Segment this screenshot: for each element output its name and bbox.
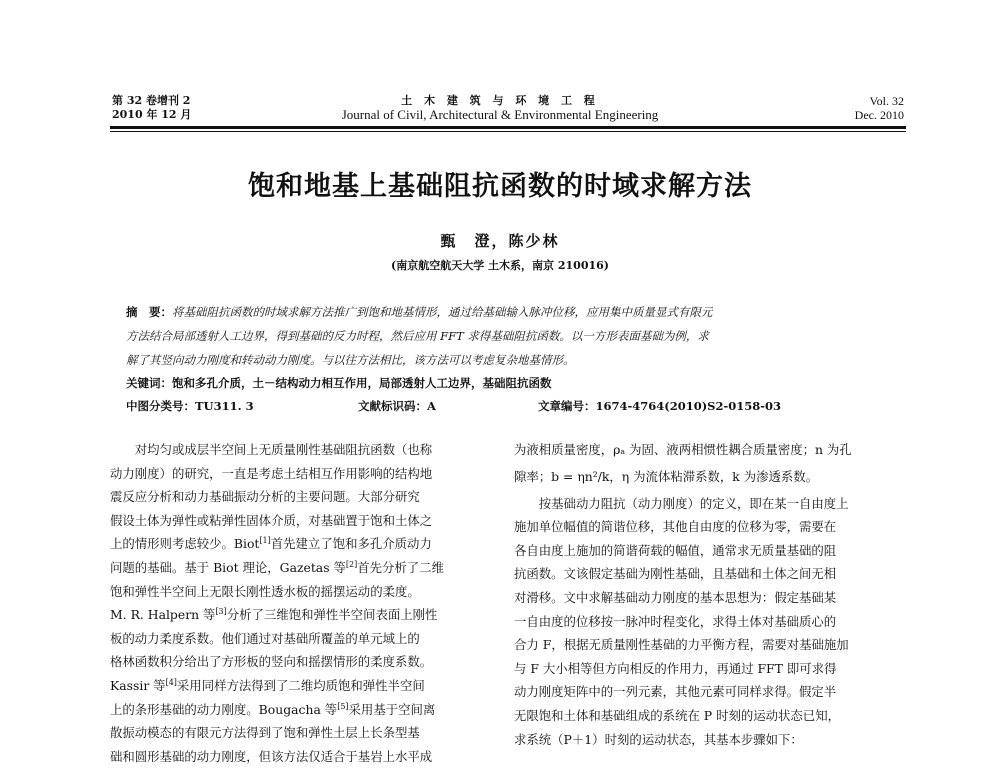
body-column-left	[110, 438, 494, 768]
clc-number: 中图分类号：TU311. 3	[126, 399, 254, 413]
author-affiliation: (南京航空航天大学 土木系，南京 210016)	[391, 259, 609, 272]
volume-date: Dec. 2010	[854, 108, 904, 122]
citation-ref: [4]	[165, 677, 177, 687]
abstract	[126, 300, 886, 372]
body-line: 散振动模态的有限元方法得到了饱和弹性土层上长条型基	[110, 725, 420, 741]
volume-info	[855, 94, 904, 122]
citation-ref: [3]	[215, 607, 227, 617]
body-line: 础和圆形基础的动力刚度，但该方法仅适合于基岩上水平成	[110, 748, 433, 764]
body-text: 采用同样方法得到了二维均质饱和弹性半空间	[176, 677, 425, 693]
paper-authors: 甄 澄，陈少林	[440, 232, 560, 250]
issue-info	[112, 94, 191, 122]
citation-ref: [2]	[345, 559, 358, 569]
citation-ref: [5]	[337, 701, 349, 711]
abstract-line: 解了其竖向动力刚度和转动动力刚度。与以往方法相比，该方法可以考虑复杂地基情形。	[126, 353, 575, 367]
body-line: 各自由度上施加的简谐荷载的幅值，通常求无质量基础的阻	[514, 542, 837, 558]
document-code: 文献标识码：A	[358, 399, 436, 413]
body-line	[110, 532, 494, 556]
body-line: 与 F 大小相等但方向相反的作用力，再通过 FFT 即可求得	[514, 660, 837, 676]
abstract-label: 摘 要：	[126, 305, 172, 319]
body-line: 按基础动力阻抗（动力刚度）的定义，即在某一自由度上	[538, 495, 849, 511]
journal-name	[300, 94, 700, 122]
body-line: 对均匀或成层半空间上无质量刚性基础阻抗函数（也称	[134, 442, 433, 457]
body-text: 采用基于空间离	[348, 701, 436, 717]
citation-ref: [1]	[259, 536, 271, 546]
body-column-right	[514, 438, 898, 751]
body-line: 饱和弹性半空间上无限长刚性透水板的摇摆运动的柔度。	[110, 583, 420, 599]
keywords-label: 关键词：	[126, 376, 172, 390]
volume-number: Vol. 32	[869, 94, 904, 108]
body-line	[110, 556, 494, 580]
body-text: Kassir 等	[110, 677, 166, 693]
body-text: 上的条形基础的动力刚度。Bougacha 等	[110, 701, 338, 717]
body-text: 首先建立了饱和多孔介质动力	[270, 536, 432, 552]
body-text: 上的情形则考虑较少。Biot	[110, 536, 260, 552]
body-line: 动力刚度矩阵中的一列元素，其他元素可同样求得。假定半	[514, 684, 837, 700]
body-text: M. R. Halpern 等	[110, 607, 216, 623]
abstract-line: 方法结合局部透射人工边界，得到基础的反力时程，然后应用 FFT 求得基础阻抗函数。以一方形表面基础为例，求	[126, 329, 709, 343]
issue-number: 第 32 卷增刊 2	[112, 94, 191, 107]
body-line: 合力 F，根据无质量刚性基础的力平衡方程，需要对基础施加	[514, 637, 849, 653]
keywords	[126, 373, 886, 393]
body-line: 震反应分析和动力基础振动分析的主要问题。大部分研究	[110, 489, 420, 505]
body-line: 施加单位幅值的简谐位移，其他自由度的位移为零，需要在	[514, 519, 837, 535]
body-line: 动力刚度）的研究，一直是考虑土结相互作用影响的结构地	[110, 465, 433, 481]
body-line: 假设土体为弹性或粘弹性固体介质，对基础置于饱和土体之	[110, 512, 433, 528]
body-line: 为液相质量密度，ρₐ 为固、液两相惯性耦合质量密度；n 为孔	[514, 442, 852, 457]
keywords-text: 饱和多孔介质，土－结构动力相互作用，局部透射人工边界，基础阻抗函数	[172, 376, 552, 390]
journal-name-en: Journal of Civil, Architectural & Environmental Engineering	[341, 107, 659, 122]
body-line	[110, 674, 494, 698]
body-line: 抗函数。文该假定基础为刚性基础，且基础和土体之间无相	[514, 566, 837, 582]
abstract-text: 将基础阻抗函数的时域求解方法推广到饱和地基情形，通过给基础输入脉冲位移，应用集中质量显式有限元	[172, 305, 713, 319]
body-line	[110, 603, 494, 627]
body-line: 对滑移。文中求解基础动力刚度的基本思想为：假定基础某	[514, 589, 837, 605]
body-text: 问题的基础。基于 Biot 理论，Gazetas 等	[110, 559, 346, 575]
abstract-line	[126, 300, 886, 324]
issue-date: 2010 年 12 月	[112, 108, 192, 121]
body-line	[110, 698, 494, 722]
body-line: 板的动力柔度系数。他们通过对基础所覆盖的单元域上的	[110, 630, 420, 646]
body-line: 格林函数积分给出了方形板的竖向和摇摆情形的柔度系数。	[110, 654, 433, 670]
body-line: 求系统（P＋1）时刻的运动状态，其基本步骤如下：	[514, 731, 803, 747]
header-rule-thick	[110, 126, 906, 129]
header-rule-thin	[110, 131, 906, 132]
journal-name-cn: 土 木 建 筑 与 环 境 工 程	[401, 94, 599, 107]
body-text: 分析了三维饱和弹性半空间表面上刚性	[226, 607, 438, 623]
body-line: 一自由度的位移按一脉冲时程变化，求得土体对基础质心的	[514, 613, 837, 629]
paper-title: 饱和地基上基础阻抗函数的时域求解方法	[248, 171, 752, 202]
article-number: 文章编号：1674-4764(2010)S2-0158-03	[538, 399, 782, 413]
body-line: 无限饱和土体和基础组成的系统在 P 时刻的运动状态已知，	[514, 707, 840, 723]
formula-line: 隙率；b = ηn²/k，η 为流体粘滞系数，k 为渗透系数。	[514, 468, 819, 484]
body-text: 首先分析了二维	[357, 559, 444, 575]
